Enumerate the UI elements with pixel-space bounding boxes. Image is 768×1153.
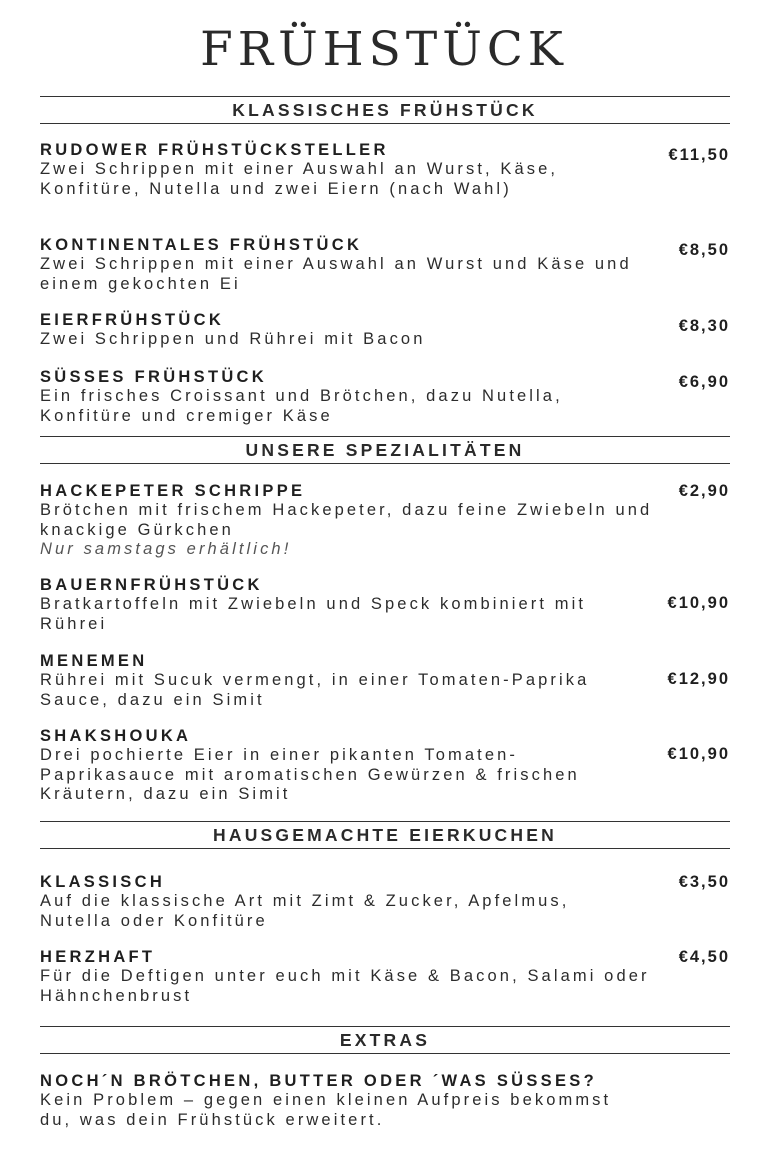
item-price: €10,90	[667, 745, 730, 763]
item-name: NOCH´N BRÖTCHEN, BUTTER ODER ´WAS SÜSSES?	[40, 1072, 597, 1090]
menu-item-rudower	[40, 141, 730, 199]
menu-item-herzhaft	[40, 948, 730, 1006]
menu-item-eierfruehstueck	[40, 311, 730, 350]
item-price: €8,30	[678, 317, 730, 335]
item-name: KONTINENTALES FRÜHSTÜCK	[40, 236, 363, 254]
menu-item-klassisch	[40, 873, 730, 931]
item-price: €4,50	[678, 948, 730, 966]
menu-item-shakshouka	[40, 727, 730, 805]
item-name: EIERFRÜHSTÜCK	[40, 311, 225, 329]
item-description: Auf die klassische Art mit Zimt & Zucker, Apfelmus, Nutella oder Konfitüre	[40, 892, 570, 930]
section-heading-spezialitaeten: UNSERE SPEZIALITÄTEN	[40, 436, 730, 464]
section-heading-klassisches: KLASSISCHES FRÜHSTÜCK	[40, 96, 730, 124]
item-price: €12,90	[667, 670, 730, 688]
item-description: Kein Problem – gegen einen kleinen Aufpreis bekommst du, was dein Frühstück erweitert.	[40, 1091, 612, 1129]
item-description: Brötchen mit frischem Hackepeter, dazu feine Zwiebeln und knackige Gürkchen	[40, 501, 653, 539]
item-name: SHAKSHOUKA	[40, 727, 192, 745]
item-description: Rührei mit Sucuk vermengt, in einer Tomaten-Paprika Sauce, dazu ein Simit	[40, 671, 590, 709]
menu-item-hackepeter	[40, 482, 730, 560]
item-price: €6,90	[678, 373, 730, 391]
item-price: €3,50	[678, 873, 730, 891]
item-note: Nur samstags erhältlich!	[40, 540, 292, 558]
item-description: Für die Deftigen unter euch mit Käse & Bacon, Salami oder Hähnchenbrust	[40, 967, 650, 1005]
item-price: €8,50	[678, 241, 730, 259]
menu-item-bauernfruehstueck	[40, 576, 730, 634]
item-name: HACKEPETER SCHRIPPE	[40, 482, 306, 500]
item-price: €10,90	[667, 594, 730, 612]
item-name: MENEMEN	[40, 652, 148, 670]
menu-item-menemen	[40, 652, 730, 710]
item-price: €11,50	[668, 146, 730, 164]
item-description: Ein frisches Croissant und Brötchen, dazu Nutella, Konfitüre und cremiger Käse	[40, 387, 563, 425]
item-description: Bratkartoffeln mit Zwiebeln und Speck kombiniert mit Rührei	[40, 595, 587, 633]
item-description: Zwei Schrippen mit einer Auswahl an Wurst, Käse, Konfitüre, Nutella und zwei Eiern (nach Wahl)	[40, 160, 559, 198]
menu-item-suesses	[40, 368, 730, 426]
item-name: KLASSISCH	[40, 873, 166, 891]
item-description: Zwei Schrippen mit einer Auswahl an Wurst und Käse und einem gekochten Ei	[40, 255, 632, 293]
section-heading-eierkuchen: HAUSGEMACHTE EIERKUCHEN	[40, 821, 730, 849]
menu-title: FRÜHSTÜCK	[200, 22, 568, 77]
menu-item-kontinentales	[40, 236, 730, 294]
section-heading-extras: EXTRAS	[40, 1026, 730, 1054]
item-description: Drei pochierte Eier in einer pikanten Tomaten-Paprikasauce mit aromatischen Gewürzen & frischen Kräutern, dazu ein Simit	[40, 746, 580, 803]
item-name: SÜSSES FRÜHSTÜCK	[40, 368, 267, 386]
item-description: Zwei Schrippen und Rührei mit Bacon	[40, 330, 426, 348]
item-name: BAUERNFRÜHSTÜCK	[40, 576, 263, 594]
item-name: HERZHAFT	[40, 948, 156, 966]
item-price: €2,90	[678, 482, 730, 500]
menu-item-extras	[40, 1072, 730, 1130]
item-name: RUDOWER FRÜHSTÜCKSTELLER	[40, 141, 389, 159]
